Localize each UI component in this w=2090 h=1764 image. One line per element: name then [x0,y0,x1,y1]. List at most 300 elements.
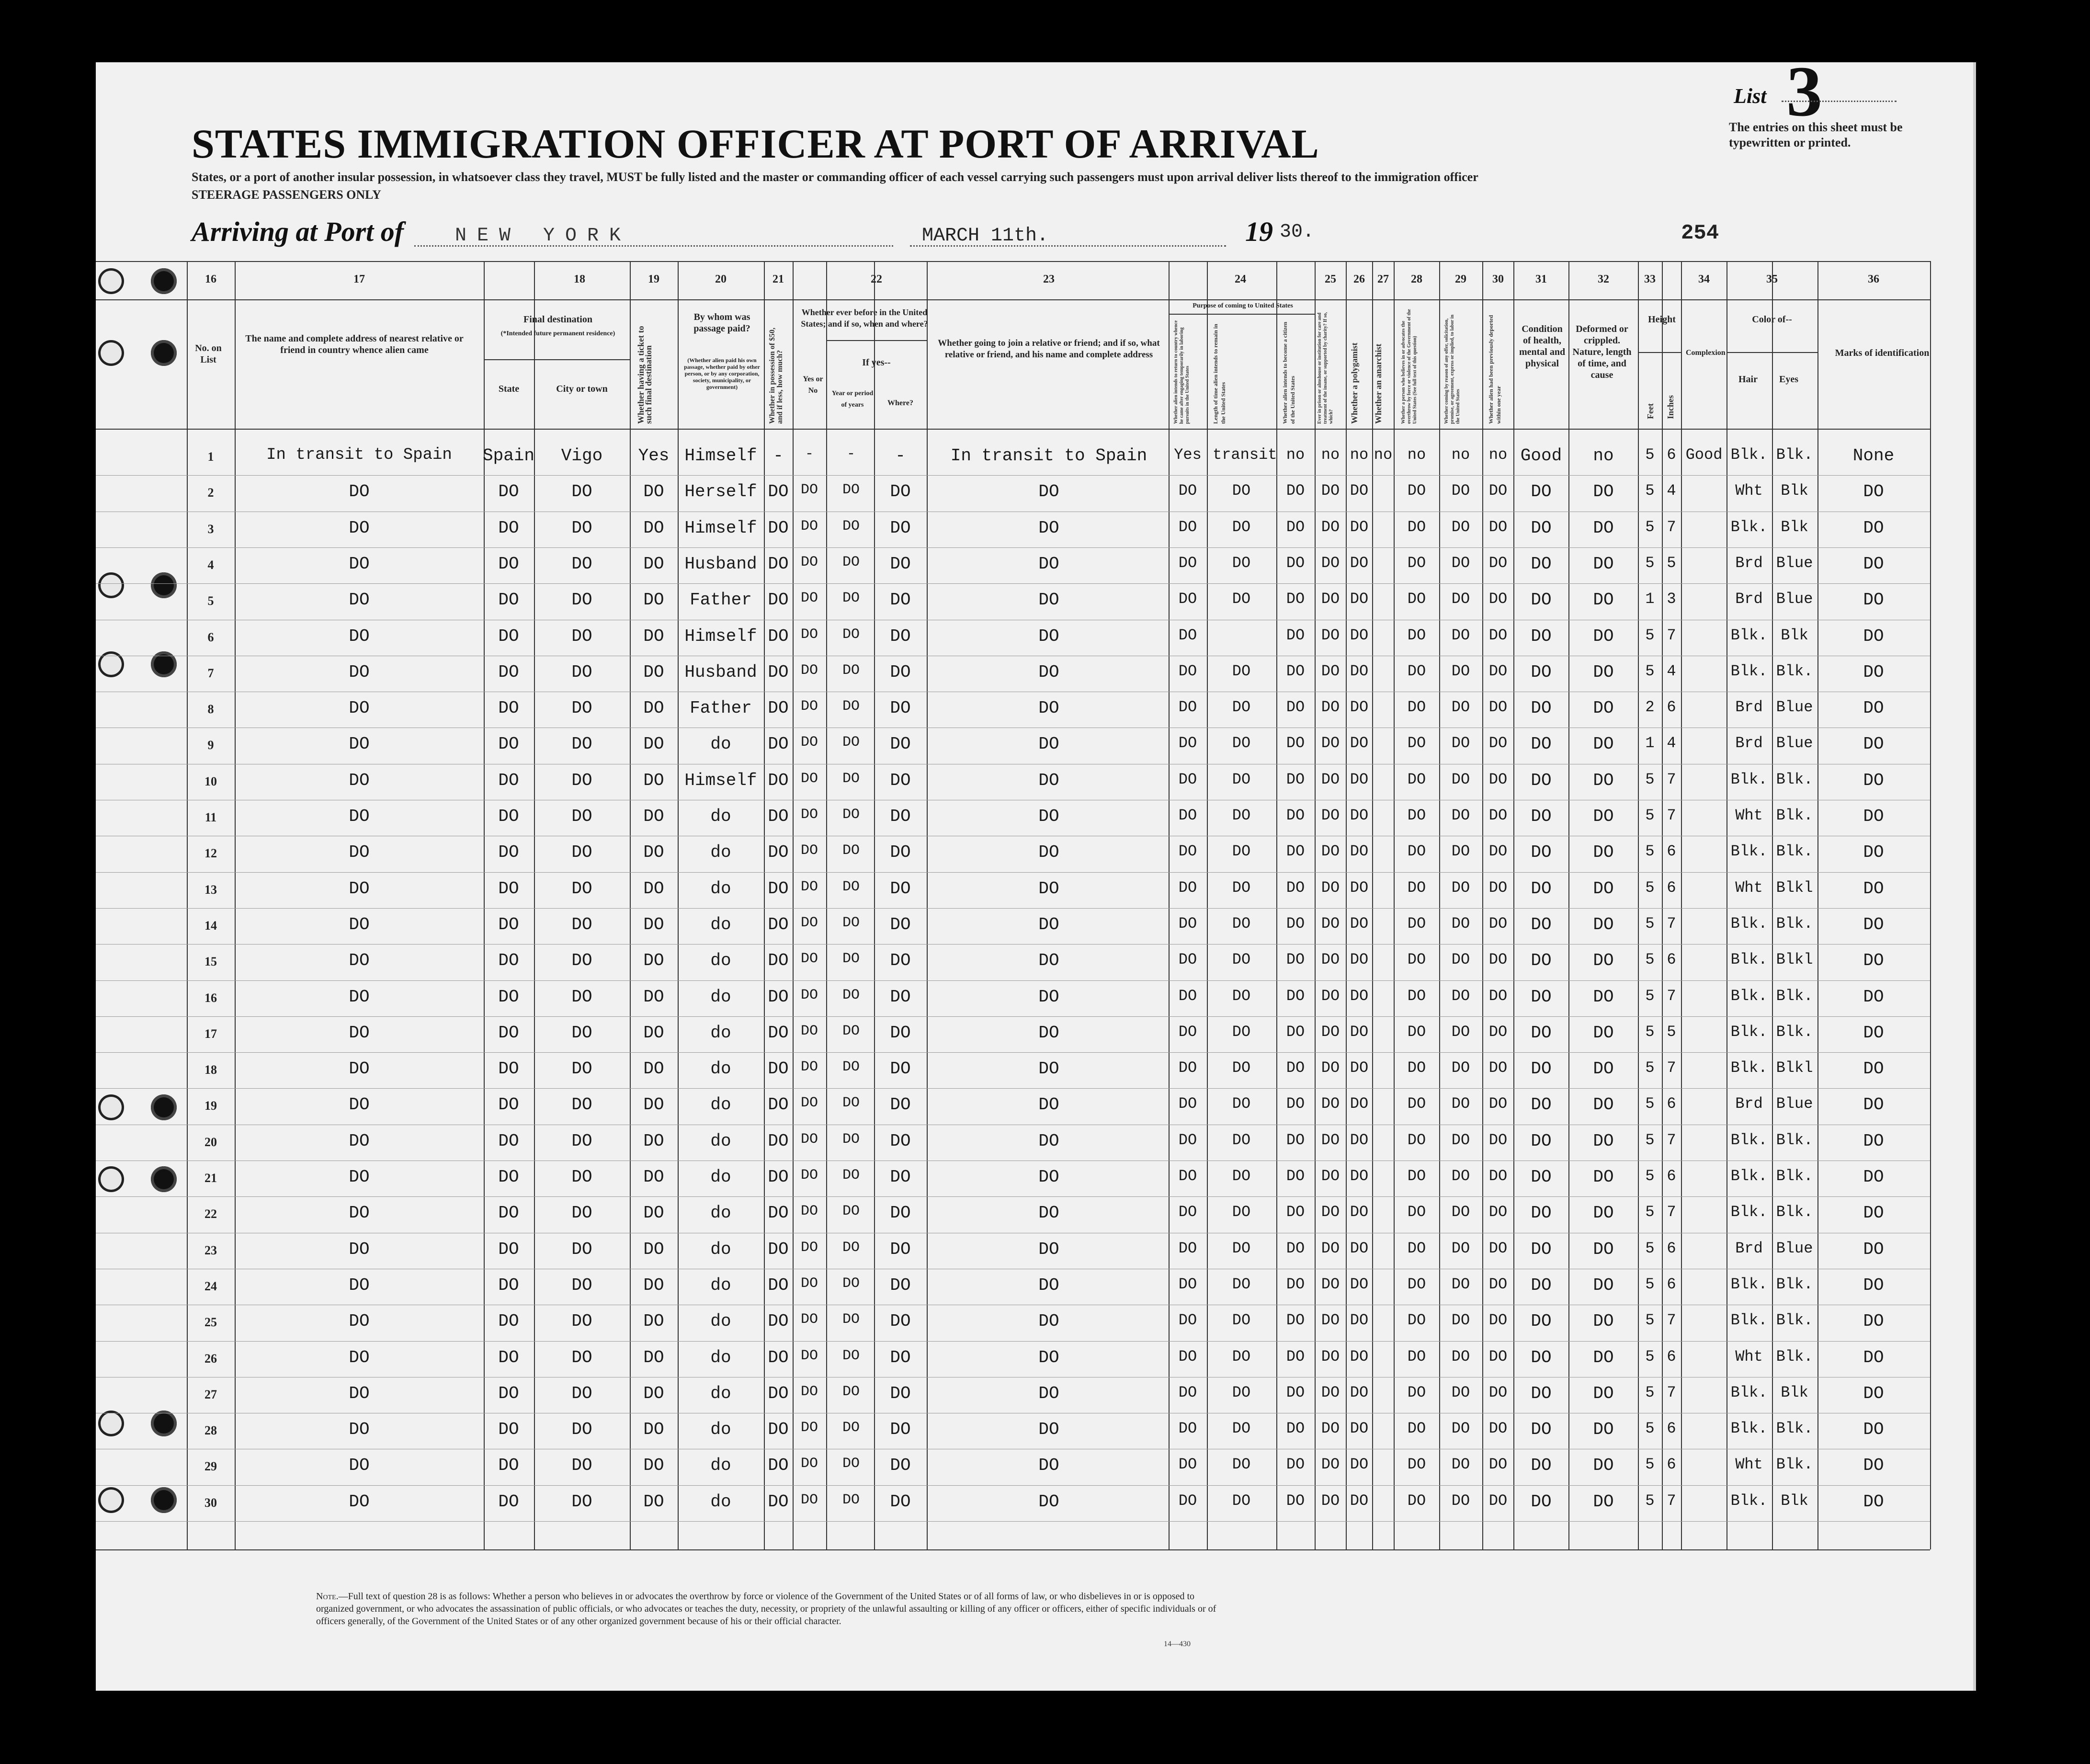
polygamist-cell: DO [1350,1275,1369,1293]
overthrow-cell: DO [1407,1456,1426,1474]
polygamist-cell: DO [1350,698,1369,717]
header-passage-note: (Whether alien paid his own passage, whether paid by other person, or by any corporation, society, municipality, or government) [684,357,760,390]
ticket-cell: DO [643,1095,664,1115]
feet-cell: 5 [1645,842,1655,861]
feet-cell: 5 [1645,1023,1655,1041]
join-relative-cell: DO [1038,1456,1059,1476]
form-number: 14—430 [1164,1640,1191,1648]
polygamist-cell: DO [1350,518,1369,536]
city-cell: DO [571,1491,592,1512]
column-number: 19 [648,273,659,285]
marks-cell: DO [1863,734,1884,754]
anarchist-cell: no [1374,446,1393,464]
prison-cell: DO [1321,1347,1340,1366]
row-rule [96,1521,1930,1522]
been-before-cell: DO [800,1023,818,1039]
row-number: 23 [204,1243,217,1257]
header-prison: Ever in prison or almshouse or institution for care and treatment of the insane, or supported by charity? If so, which? [1317,312,1334,424]
overthrow-cell: DO [1407,842,1426,861]
marks-cell: DO [1863,1420,1884,1440]
where-cell: DO [890,807,911,826]
marks-cell: DO [1863,482,1884,502]
return-cell: DO [1178,1311,1197,1330]
hair-cell: Wht [1735,482,1763,500]
header-purpose: Purpose of coming to United States [1193,302,1293,309]
fifty-dollars-cell: DO [768,626,789,646]
deformed-cell: DO [1593,1311,1614,1332]
return-cell: DO [1178,1131,1197,1149]
list-divider [1782,101,1897,102]
prison-cell: DO [1321,807,1340,824]
year-suffix: 30. [1280,221,1315,243]
return-cell: DO [1178,1347,1197,1366]
state-cell: DO [498,1203,519,1223]
prison-cell: DO [1321,698,1340,717]
inches-cell: 6 [1667,1420,1676,1438]
hair-cell: Brd [1735,734,1763,752]
hair-cell: Blk. [1730,1420,1768,1438]
been-before-cell: - [805,446,814,462]
inches-cell: 4 [1667,482,1676,500]
been-before-cell: DO [800,1203,818,1220]
rel-cell: DO [349,554,370,574]
citizen-cell: DO [1286,878,1305,897]
length-cell: DO [1232,1456,1251,1474]
fifty-dollars-cell: DO [768,1095,789,1115]
hair-cell: Blk. [1730,987,1768,1005]
deformed-cell: DO [1593,1491,1614,1512]
been-before-cell: DO [800,1456,818,1472]
where-cell: DO [890,842,911,863]
overthrow-cell: DO [1407,626,1426,644]
column-number: 36 [1868,273,1879,285]
polygamist-cell: DO [1350,482,1369,500]
city-cell: DO [571,1167,592,1187]
row-rule [96,1016,1930,1017]
marks-cell: DO [1863,1239,1884,1259]
deported-cell: DO [1488,554,1508,572]
overthrow-cell: DO [1407,482,1426,500]
inches-cell: 7 [1667,518,1676,536]
date-underline [910,245,1226,247]
inches-cell: 6 [1667,1239,1676,1257]
hair-cell: Blk. [1730,1491,1768,1510]
year-cell: DO [842,518,860,535]
state-cell: DO [498,1420,519,1440]
paid-by-cell: do [710,807,731,826]
inches-cell: 7 [1667,1059,1676,1077]
been-before-cell: DO [800,987,818,1003]
inches-cell: 6 [1667,878,1676,897]
eyes-cell: Blue [1776,590,1813,608]
polygamist-cell: no [1350,446,1369,464]
deported-cell: DO [1488,1203,1508,1221]
overthrow-cell: DO [1407,770,1426,788]
year-cell: DO [842,1456,860,1472]
state-cell: DO [498,1456,519,1476]
eyes-cell: Blk. [1776,1131,1813,1149]
deformed-cell: DO [1593,1239,1614,1259]
state-cell: DO [498,1311,519,1332]
date-value: MARCH 11th. [922,225,1049,247]
return-cell: DO [1178,770,1197,788]
row-number: 30 [204,1495,217,1510]
inches-cell: 7 [1667,1491,1676,1510]
eyes-cell: Blk. [1776,1023,1813,1041]
prison-cell: DO [1321,590,1340,608]
paid-by-cell: Himself [684,626,757,646]
deformed-cell: DO [1593,518,1614,538]
overthrow-cell: DO [1407,1347,1426,1366]
where-cell: DO [890,1023,911,1043]
deported-cell: DO [1488,1059,1508,1077]
citizen-cell: DO [1286,1203,1305,1221]
state-cell: DO [498,554,519,574]
paid-by-cell: do [710,1311,731,1332]
row-number: 25 [204,1315,217,1330]
row-number: 13 [204,882,217,897]
eyes-cell: Blk. [1776,842,1813,861]
eyes-cell: Blk. [1776,987,1813,1005]
citizen-cell: DO [1286,1311,1305,1330]
row-rule [96,1052,1930,1053]
rel-cell: DO [349,842,370,863]
column-number: 21 [772,273,784,285]
prison-cell: DO [1321,914,1340,933]
instruction-text: States, or a port of another insular possession, in whatsoever class they travel, MUST be fully listed and the master or commanding officer of each vessel carrying such passengers must upon arrival deliver lists thereof to the immigration officer [192,170,1478,184]
state-cell: DO [498,1383,519,1403]
fifty-dollars-cell: DO [768,1456,789,1476]
hair-cell: Brd [1735,698,1763,717]
been-before-cell: DO [800,734,818,751]
deformed-cell: DO [1593,1095,1614,1115]
deported-cell: DO [1488,1167,1508,1185]
header-fifty-dollars: Whether in possession of $50, and if less, how much? [768,327,784,424]
hair-cell: Blk. [1730,662,1768,680]
deported-cell: DO [1488,987,1508,1005]
row-number: 3 [207,522,214,536]
city-cell: DO [571,518,592,538]
been-before-cell: DO [800,1491,818,1508]
inches-cell: 6 [1667,1095,1676,1113]
health-cell: DO [1531,1420,1552,1440]
ticket-cell: DO [643,987,664,1007]
deported-cell: DO [1488,698,1508,717]
city-cell: DO [571,1203,592,1223]
overthrow-cell: DO [1407,1095,1426,1113]
deformed-cell: DO [1593,807,1614,826]
header-nearest-relative: The name and complete address of nearest relative or friend in country whence alien came [245,333,464,355]
header-if-yes: If yes-- [862,357,891,368]
subheader-divider [826,340,927,341]
health-cell: DO [1531,698,1552,718]
feet-cell: 5 [1645,987,1655,1005]
city-cell: DO [571,1311,592,1332]
ticket-cell: DO [643,590,664,610]
paid-by-cell: do [710,734,731,754]
rel-cell: DO [349,698,370,718]
column-number: 32 [1598,273,1609,285]
eyes-cell: Blue [1776,1239,1813,1257]
row-number: 22 [204,1207,217,1221]
city-cell: DO [571,914,592,934]
join-relative-cell: DO [1038,878,1059,899]
inches-cell: 6 [1667,1275,1676,1293]
row-number: 21 [204,1171,217,1185]
city-cell: DO [571,554,592,574]
length-cell: DO [1232,1311,1251,1330]
overthrow-cell: DO [1407,807,1426,824]
marks-cell: None [1852,446,1895,466]
header-overthrow: Whether a person who believes in or advocates the overthrow by force or violence of the Government of the United States (See full text of this question) [1401,309,1418,424]
year-cell: DO [842,1383,860,1400]
health-cell: DO [1531,1347,1552,1367]
state-cell: Spain [482,446,535,466]
fifty-dollars-cell: DO [768,482,789,502]
citizen-cell: DO [1286,1131,1305,1149]
join-relative-cell: DO [1038,842,1059,863]
return-cell: DO [1178,1059,1197,1077]
return-cell: DO [1178,590,1197,608]
overthrow-cell: DO [1407,698,1426,717]
hair-cell: Blk. [1730,446,1768,464]
offer-labor-cell: DO [1451,1491,1470,1510]
rel-cell: DO [349,1275,370,1295]
been-before-cell: DO [800,1167,818,1184]
year-cell: - [846,446,855,462]
rel-cell: DO [349,1347,370,1367]
fifty-dollars-cell: DO [768,590,789,610]
header-deformed: Deformed or crippled. Nature, length of time, and cause [1572,324,1632,380]
header-anarchist: Whether an anarchist [1374,343,1383,424]
marks-cell: DO [1863,842,1884,863]
city-cell: DO [571,662,592,682]
fifty-dollars-cell: DO [768,1023,789,1043]
inches-cell: 6 [1667,1167,1676,1185]
join-relative-cell: DO [1038,1203,1059,1223]
year-cell: DO [842,734,860,751]
city-cell: DO [571,482,592,502]
year-cell: DO [842,1311,860,1328]
marks-cell: DO [1863,987,1884,1007]
health-cell: DO [1531,770,1552,790]
marks-cell: DO [1863,518,1884,538]
year-cell: DO [842,1275,860,1292]
rel-cell: DO [349,1203,370,1223]
where-cell: DO [890,1456,911,1476]
polygamist-cell: DO [1350,1491,1369,1510]
ticket-cell: Yes [638,446,670,466]
eyes-cell: Blkl [1776,951,1813,969]
paid-by-cell: do [710,1059,731,1079]
marks-cell: DO [1863,951,1884,971]
deported-cell: DO [1488,1347,1508,1366]
paid-by-cell: do [710,1203,731,1223]
where-cell: DO [890,554,911,574]
ticket-cell: DO [643,1311,664,1332]
fifty-dollars-cell: DO [768,1167,789,1187]
column-number: 25 [1325,273,1336,285]
column-number: 35 [1766,273,1778,285]
ticket-cell: DO [643,914,664,934]
hair-cell: Blk. [1730,1383,1768,1401]
fifty-dollars-cell: DO [768,734,789,754]
ticket-cell: DO [643,734,664,754]
deformed-cell: DO [1593,878,1614,899]
join-relative-cell: DO [1038,1095,1059,1115]
citizen-cell: DO [1286,1095,1305,1113]
ticket-cell: DO [643,1456,664,1476]
state-cell: DO [498,842,519,863]
offer-labor-cell: DO [1451,734,1470,752]
paid-by-cell: do [710,1420,731,1440]
inches-cell: 4 [1667,734,1676,752]
eyes-cell: Blkl [1776,878,1813,897]
year-cell: DO [842,987,860,1003]
ticket-cell: DO [643,1491,664,1512]
ticket-cell: DO [643,951,664,971]
join-relative-cell: DO [1038,1167,1059,1187]
header-marks: Marks of identification [1835,348,1930,358]
ticket-cell: DO [643,626,664,646]
offer-labor-cell: DO [1451,626,1470,644]
health-cell: Good [1520,446,1562,466]
hair-cell: Blk. [1730,1167,1768,1185]
ticket-cell: DO [643,698,664,718]
deformed-cell: DO [1593,1131,1614,1151]
fifty-dollars-cell: DO [768,1491,789,1512]
return-cell: DO [1178,842,1197,861]
deformed-cell: DO [1593,662,1614,682]
eyes-cell: Blk. [1776,1167,1813,1185]
ticket-cell: DO [643,1420,664,1440]
rel-cell: DO [349,1167,370,1187]
length-cell: DO [1232,1095,1251,1113]
ticket-cell: DO [643,1131,664,1151]
city-cell: DO [571,1420,592,1440]
prison-cell: DO [1321,1275,1340,1293]
year-cell: DO [842,842,860,859]
row-number: 4 [207,558,214,572]
state-cell: DO [498,590,519,610]
hair-cell: Blk. [1730,518,1768,536]
been-before-cell: DO [800,951,818,967]
row-number: 7 [207,666,214,680]
year-cell: DO [842,1059,860,1076]
paid-by-cell: do [710,951,731,971]
inches-cell: 7 [1667,626,1676,644]
inches-cell: 5 [1667,1023,1676,1041]
deported-cell: DO [1488,1239,1508,1257]
fifty-dollars-cell: DO [768,951,789,971]
where-cell: DO [890,1347,911,1367]
header-where: Where? [887,399,913,407]
join-relative-cell: DO [1038,554,1059,574]
prison-cell: DO [1321,951,1340,969]
overthrow-cell: DO [1407,1275,1426,1293]
paid-by-cell: do [710,1131,731,1151]
citizen-cell: DO [1286,734,1305,752]
year-cell: DO [842,554,860,570]
been-before-cell: DO [800,698,818,715]
hair-cell: Blk. [1730,914,1768,933]
state-cell: DO [498,1095,519,1115]
health-cell: DO [1531,1491,1552,1512]
prison-cell: DO [1321,1203,1340,1221]
prison-cell: DO [1321,1383,1340,1401]
footnote [316,1590,1226,1627]
hair-cell: Blk. [1730,626,1768,644]
eyes-cell: Blk. [1776,662,1813,680]
header-eyes: Eyes [1779,374,1798,385]
polygamist-cell: DO [1350,987,1369,1005]
been-before-cell: DO [800,1420,818,1436]
paid-by-cell: Himself [684,446,757,466]
overthrow-cell: no [1407,446,1426,464]
column-number: 28 [1411,273,1422,285]
deported-cell: DO [1488,1275,1508,1293]
fifty-dollars-cell: DO [768,1275,789,1295]
marks-cell: DO [1863,807,1884,826]
return-cell: DO [1178,951,1197,969]
polygamist-cell: DO [1350,951,1369,969]
citizen-cell: DO [1286,1456,1305,1474]
eyes-cell: Blue [1776,734,1813,752]
deported-cell: DO [1488,878,1508,897]
prison-cell: DO [1321,1023,1340,1041]
polygamist-cell: DO [1350,1311,1369,1330]
offer-labor-cell: DO [1451,914,1470,933]
subheader-divider [1169,314,1315,315]
length-cell: DO [1232,698,1251,717]
ticket-cell: DO [643,1239,664,1259]
offer-labor-cell: DO [1451,1239,1470,1257]
been-before-cell: DO [800,878,818,895]
prison-cell: DO [1321,482,1340,500]
paid-by-cell: do [710,1456,731,1476]
deported-cell: DO [1488,842,1508,861]
join-relative-cell: DO [1038,1491,1059,1512]
marks-cell: DO [1863,1167,1884,1187]
health-cell: DO [1531,914,1552,934]
citizen-cell: DO [1286,1167,1305,1185]
subheader-divider [1638,352,1681,353]
health-cell: DO [1531,878,1552,899]
citizen-cell: DO [1286,554,1305,572]
deported-cell: DO [1488,807,1508,824]
been-before-cell: DO [800,842,818,859]
length-cell: DO [1232,734,1251,752]
rel-cell: DO [349,1023,370,1043]
deported-cell: DO [1488,914,1508,933]
health-cell: DO [1531,518,1552,538]
header-inches: Inches [1666,395,1675,419]
join-relative-cell: DO [1038,987,1059,1007]
fifty-dollars-cell: DO [768,842,789,863]
offer-labor-cell: DO [1451,807,1470,824]
fifty-dollars-cell: DO [768,698,789,718]
overthrow-cell: DO [1407,590,1426,608]
state-cell: DO [498,878,519,899]
header-purpose-return: Whether alien intends to return to country whence he came after engaging temporarily in laboring pursuits in the United States [1173,320,1190,424]
health-cell: DO [1531,554,1552,574]
health-cell: DO [1531,734,1552,754]
year-cell: DO [842,1131,860,1148]
column-number: 23 [1043,273,1055,285]
inches-cell: 4 [1667,662,1676,680]
length-cell: DO [1232,554,1251,572]
year-prefix: 19 [1245,216,1273,247]
